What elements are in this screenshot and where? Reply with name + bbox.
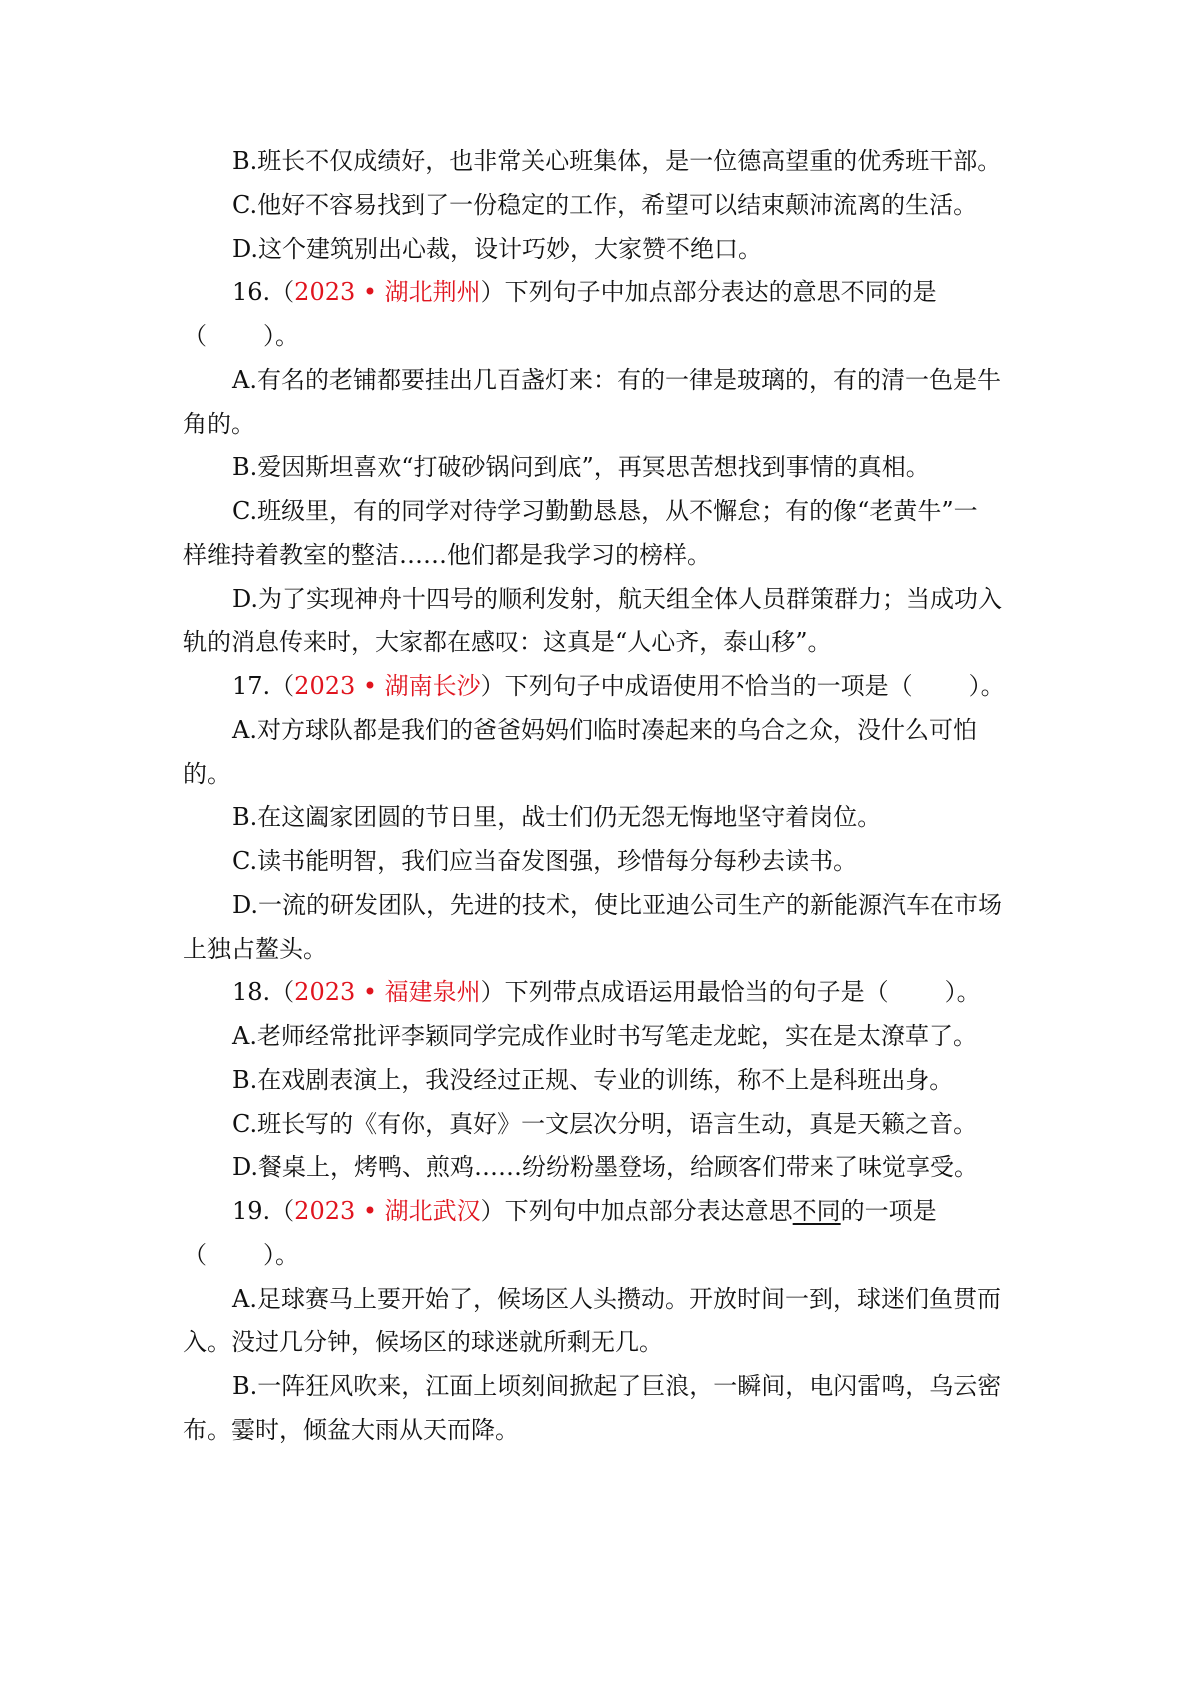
question-source: 2023 • 福建泉州 — [294, 978, 481, 1006]
question-number: 19. — [232, 1197, 271, 1225]
source-close-paren: ） — [480, 672, 505, 700]
question-source: 2023 • 湖南长沙 — [294, 672, 481, 700]
q16-answer-blank — [0, 321, 1191, 351]
source-open-paren: （ — [270, 278, 295, 306]
question-text: 下列句子中加点部分表达的意思不同的是 — [504, 278, 937, 306]
q16-option-d-line1: D.为了实现神舟十四号的顺利发射，航天组全体人员群策群力；当成功入 — [232, 585, 1003, 613]
q18-option-c: C.班长写的《有你，真好》一文层次分明，语言生动，真是天籁之音。 — [232, 1110, 978, 1138]
question-number: 18. — [232, 978, 271, 1006]
source-close-paren: ） — [480, 1197, 505, 1225]
q17-option-d-line2: 上独占鳌头。 — [183, 935, 327, 963]
q19-stem — [0, 1196, 1191, 1226]
q18-option-a: A.老师经常批评李颖同学完成作业时书写笔走龙蛇，实在是太潦草了。 — [232, 1022, 977, 1050]
q17-option-a-line2: 的。 — [183, 760, 231, 788]
q19-answer-blank — [0, 1240, 1191, 1270]
answer-close-paren: ）。 — [263, 322, 299, 350]
source-open-paren: （ — [270, 672, 295, 700]
q17-stem — [0, 671, 1191, 701]
question-text: 下列带点成语运用最恰当的句子是（ — [504, 978, 889, 1006]
question-text: 下列句子中成语使用不恰当的一项是（ — [504, 672, 913, 700]
q19-option-b-line2: 布。霎时，倾盆大雨从天而降。 — [183, 1416, 519, 1444]
q16-option-a-line1: A.有名的老铺都要挂出几百盏灯来：有的一律是玻璃的，有的清一色是牛 — [232, 366, 1001, 394]
q17-option-a-line1: A.对方球队都是我们的爸爸妈妈们临时凑起来的乌合之众，没什么可怕 — [232, 716, 977, 744]
question-text-end: ）。 — [968, 672, 1005, 700]
q16-option-c-line1: C.班级里，有的同学对待学习勤勤恳恳，从不懈怠；有的像“老黄牛”一 — [232, 497, 978, 525]
q17-option-b: B.在这阖家团圆的节日里，战士们仍无怨无悔地坚守着岗位。 — [232, 803, 882, 831]
q19-option-a-line2: 入。没过几分钟，候场区的球迷就所剩无几。 — [183, 1328, 663, 1356]
source-close-paren: ） — [480, 978, 505, 1006]
question-number: 16. — [232, 278, 271, 306]
q19-option-b-line1: B.一阵狂风吹来，江面上顷刻间掀起了巨浪，一瞬间，电闪雷鸣，乌云密 — [232, 1372, 1002, 1400]
q18-stem — [0, 977, 1191, 1007]
q16-option-b: B.爱因斯坦喜欢“打破砂锅问到底”，再冥思苦想找到事情的真相。 — [232, 453, 930, 481]
q18-option-d: D.餐桌上，烤鸭、煎鸡……纷纷粉墨登场，给顾客们带来了味觉享受。 — [232, 1153, 979, 1181]
q17-option-c: C.读书能明智，我们应当奋发图强，珍惜每分每秒去读书。 — [232, 847, 858, 875]
underlined-keyword: 不同 — [792, 1197, 841, 1225]
question-number: 17. — [232, 672, 271, 700]
question-text: 下列句中加点部分表达意思 — [504, 1197, 793, 1225]
answer-close-paren: ）。 — [263, 1241, 299, 1269]
answer-open-paren: （ — [183, 322, 207, 350]
q18-option-b: B.在戏剧表演上，我没经过正规、专业的训练，称不上是科班出身。 — [232, 1066, 954, 1094]
q17-option-d-line1: D.一流的研发团队，先进的技术，使比亚迪公司生产的新能源汽车在市场 — [232, 891, 1003, 919]
question-text-end: ）。 — [944, 978, 981, 1006]
question-source: 2023 • 湖北武汉 — [294, 1197, 481, 1225]
question-source: 2023 • 湖北荆州 — [294, 278, 481, 306]
q16-stem — [0, 277, 1191, 307]
q15-option-c: C.他好不容易找到了一份稳定的工作，希望可以结束颠沛流离的生活。 — [232, 191, 978, 219]
answer-open-paren: （ — [183, 1241, 207, 1269]
q15-option-d: D.这个建筑别出心裁，设计巧妙，大家赞不绝口。 — [232, 235, 763, 263]
q16-option-d-line2: 轨的消息传来时，大家都在感叹：这真是“人心齐，泰山移”。 — [183, 628, 832, 656]
q16-option-a-line2: 角的。 — [183, 410, 255, 438]
q15-option-b: B.班长不仅成绩好，也非常关心班集体，是一位德高望重的优秀班干部。 — [232, 147, 1002, 175]
source-open-paren: （ — [270, 1197, 295, 1225]
q16-option-c-line2: 样维持着教室的整洁……他们都是我学习的榜样。 — [183, 541, 711, 569]
source-open-paren: （ — [270, 978, 295, 1006]
q19-option-a-line1: A.足球赛马上要开始了，候场区人头攒动。开放时间一到，球迷们鱼贯而 — [232, 1285, 1001, 1313]
source-close-paren: ） — [480, 278, 505, 306]
question-text-end: 的一项是 — [840, 1197, 937, 1225]
